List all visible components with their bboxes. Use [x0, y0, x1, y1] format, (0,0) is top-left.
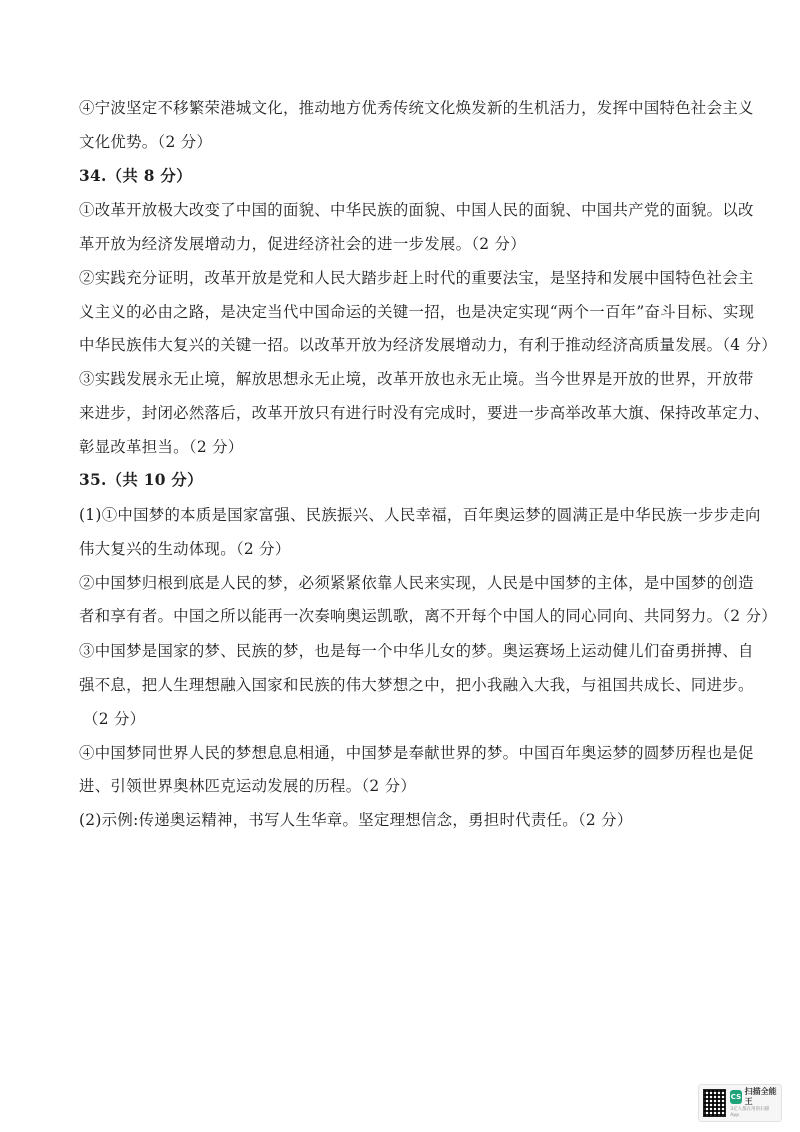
text-line: ③实践发展永无止境，解放思想永无止境，改革开放也永无止境。当今世界是开放的世界，开放带	[79, 370, 754, 388]
qr-code-icon	[703, 1089, 726, 1117]
text-line: ④宁波坚定不移繁荣港城文化，推动地方优秀传统文化焕发新的生机活力，发挥中国特色社会主义	[79, 99, 754, 117]
text-line: 来进步，封闭必然落后，改革开放只有进行时没有完成时，要进一步高举改革大旗、保持改革定力、	[79, 404, 770, 422]
text-line: 者和享有者。中国之所以能再一次奏响奥运凯歌，离不开每个中国人的同心同向、共同努力。（2 分）	[79, 607, 777, 625]
text-line: ②实践充分证明，改革开放是党和人民大踏步赶上时代的重要法宝，是坚持和发展中国特色社会主	[79, 269, 754, 287]
text-line: ④中国梦同世界人民的梦想息息相通，中国梦是奉献世界的梦。中国百年奥运梦的圆梦历程也是促	[79, 744, 754, 762]
text-line: (2)示例:传递奥运精神，书写人生华章。坚定理想信念，勇担时代责任。（2 分）	[79, 811, 633, 829]
text-line: 伟大复兴的生动体现。（2 分）	[79, 540, 291, 558]
text-line: 彰显改革担当。（2 分）	[79, 438, 244, 456]
camscanner-logo-icon: CS	[730, 1090, 741, 1104]
text-line: ③中国梦是国家的梦、民族的梦，也是每一个中华儿女的梦。奥运赛场上运动健儿们奋勇拼搏、自	[79, 642, 754, 660]
text-line: 义主义的必由之路，是决定当代中国命运的关键一招，也是决定实现“两个一百年”奋斗目标、实现	[79, 303, 755, 321]
scanner-watermark	[698, 1084, 782, 1122]
text-line: ①改革开放极大改变了中国的面貌、中华民族的面貌、中国人民的面貌、中国共产党的面貌。以改	[79, 201, 754, 219]
question-heading: 34.（共 8 分）	[79, 167, 192, 185]
text-line: 文化优势。（2 分）	[79, 133, 213, 151]
text-line: 强不息，把人生理想融入国家和民族的伟大梦想之中，把小我融入大我，与祖国共成长、同进步。	[79, 676, 754, 694]
text-line: (1)①中国梦的本质是国家富强、民族振兴、人民幸福，百年奥运梦的圆满正是中华民族一步步走向	[79, 506, 761, 524]
watermark-subtitle: 3亿人都在用的扫描App	[730, 1107, 770, 1118]
question-heading: 35.（共 10 分）	[79, 471, 203, 489]
text-line: ②中国梦归根到底是人民的梦，必须紧紧依靠人民来实现，人民是中国梦的主体，是中国梦的创造	[79, 574, 754, 592]
text-line: 进、引领世界奥林匹克运动发展的历程。（2 分）	[79, 777, 417, 795]
watermark-name: 扫描全能王	[744, 1087, 777, 1106]
text-line: （2 分）	[83, 710, 146, 728]
text-line: 中华民族伟大复兴的关键一招。以改革开放为经济发展增动力，有利于推动经济高质量发展。（4 分）	[79, 336, 777, 354]
text-line: 革开放为经济发展增动力，促进经济社会的进一步发展。（2 分）	[79, 235, 526, 253]
